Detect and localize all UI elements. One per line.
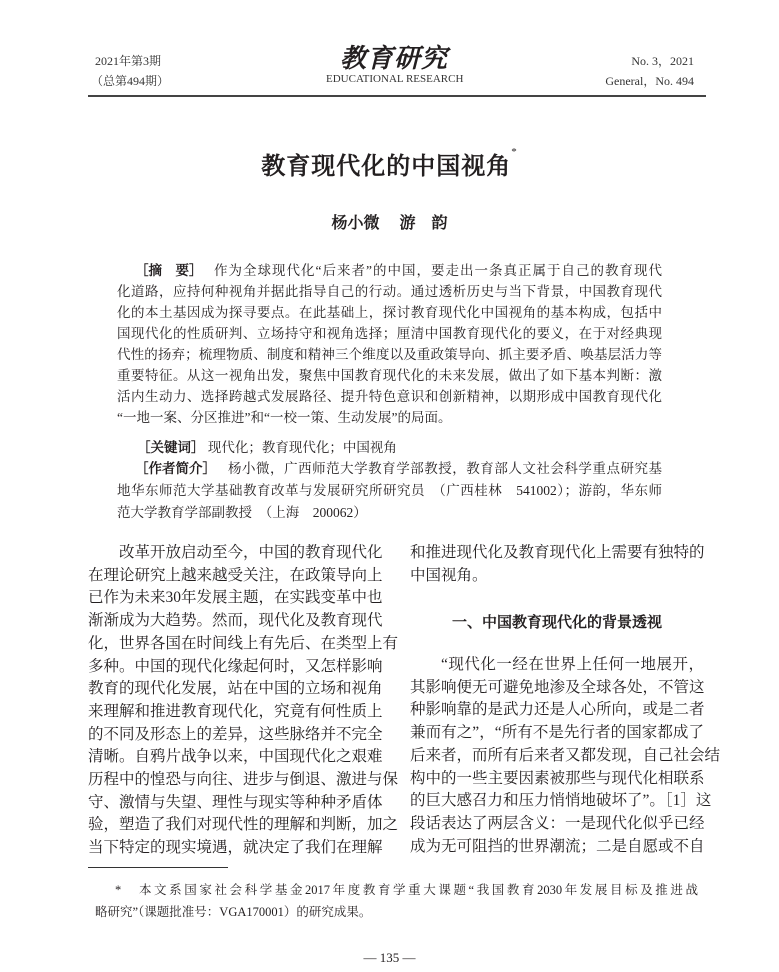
paragraph-line: 渐渐成为大趋势。然而，现代化及教育现代 [88, 612, 383, 630]
paragraph-line: 的巨大感召力和压力悄悄地破坏了”。［1］这 [410, 792, 712, 810]
paragraph-line: 其影响便无可避免地渗及全球各处，不管这 [410, 678, 705, 696]
paragraph-line: 种影响靠的是武力还是人心所向，或是二者 [410, 701, 705, 719]
paragraph-line: 守、激情与失望、理性与现实等种种矛盾体 [88, 793, 383, 811]
paragraph-line: 和推进现代化及教育现代化上需要有独特的 [410, 544, 705, 561]
article-title [0, 146, 779, 181]
total-issue-cn: （总第494期） [91, 74, 170, 88]
paragraph-line: 改革开放启动至今，中国的教育现代化 [119, 544, 383, 561]
footnote-line: * 本文系国家社会科学基金2017年度教育学重大课题“我国教育2030年发展目标及推进战 [115, 883, 698, 897]
abstract-line: 化道路，应持何种视角并据此指导自己的行动。通过透析历史与当下背景，中国教育现代 [117, 284, 662, 299]
abstract-label: ［摘 要］ [135, 263, 203, 279]
author-info-line: 地华东师范大学基础教育改革与发展研究所研究员 （广西桂林 541002）；游韵，华东师 [117, 483, 662, 498]
paragraph-line: 兼而有之”，“所有不是先行者的国家都成了 [410, 724, 704, 742]
keywords-label: ［关键词］ [137, 440, 205, 456]
paragraph-line: 构中的一些主要因素被那些与现代化相联系 [410, 769, 705, 787]
paragraph-line: 中国视角。 [410, 567, 488, 584]
authors: 杨小微 游 韵 [331, 215, 448, 232]
paragraph-line: 化，世界各国在时间线上有先后、在类型上有 [88, 634, 399, 652]
footnote-rule [88, 867, 228, 868]
paragraph-line: 当下特定的现实境遇，就决定了我们在理解 [88, 839, 383, 857]
journal-name-en: EDUCATIONAL RESEARCH [326, 73, 464, 85]
paragraph-line: 历程中的惶恐与向往、进步与倒退、激进与保 [88, 771, 399, 788]
issue-cn: 2021年第3期 [95, 54, 162, 68]
keywords [137, 438, 397, 458]
header-rule [88, 95, 706, 97]
paragraph-line: 验，塑造了我们对现代性的理解和判断，加之 [88, 816, 399, 834]
paragraph-line: 的不同及形态上的差异，这些脉络并不完全 [88, 725, 383, 743]
paragraph-line: 后来者，而所有后来者又都发现，自己社会结 [410, 746, 721, 764]
author-info-line: 杨小微，广西师范大学教育学部教授，教育部人文社会科学重点研究基 [228, 461, 662, 476]
paragraph-line: 清晰。自鸦片战争以来，中国现代化之艰难 [88, 748, 383, 766]
footnote-line: 略研究”（课题批准号：VGA170001）的研究成果。 [95, 905, 372, 919]
journal-logo: 教育研究 [340, 44, 449, 73]
paragraph-line: 段话表达了两层含义：一是现代化似乎已经 [410, 814, 705, 832]
paragraph-line: 成为无可阻挡的世界潮流；二是自愿或不自 [410, 837, 705, 855]
total-issue-en: General，No. 494 [605, 74, 694, 88]
page-number: — 135 — [363, 950, 416, 965]
title-text: 教育现代化的中国视角 [261, 154, 512, 180]
abstract-line: 活内生动力、选择跨越式发展路径、提升特色意识和创新精神，以期形成中国教育现代化 [117, 389, 662, 404]
abstract-line: 化的本土基因成为探寻要点。在此基础上，探讨教育现代化中国视角的基本构成，包括中 [117, 305, 662, 320]
paragraph-line: 多种。中国的现代化缘起何时，又怎样影响 [88, 657, 383, 675]
title-footnote-mark: * [511, 146, 518, 158]
abstract-line: 国现代化的性质研判、立场持守和视角选择；厘清中国教育现代化的要义，在于对经典现 [117, 326, 662, 341]
issue-en: No. 3，2021 [631, 54, 694, 68]
abstract-line: 重要特征。从这一视角出发，聚焦中国教育现代化的未来发展，做出了如下基本判断：激 [117, 368, 662, 383]
paragraph-line: 来理解和推进教育现代化，究竟有何性质上 [88, 702, 383, 720]
paragraph-line: 在理论研究上越来越受关注，在政策导向上 [88, 566, 383, 584]
paragraph-line: 已作为未来30年发展主题，在实践变革中也 [88, 589, 383, 607]
section-heading: 一、中国教育现代化的背景透视 [451, 613, 662, 631]
author-info-line: 范大学教育学部副教授 （上海 200062） [117, 505, 367, 520]
abstract-line: 代性的扬弃；梳理物质、制度和精神三个维度以及重政策导向、抓主要矛盾、唤基层活力等 [117, 347, 662, 362]
paragraph-line: “现代化一经在世界上任何一地展开， [441, 656, 704, 673]
abstract-line: 作为全球现代化“后来者”的中国，要走出一条真正属于自己的教育现代 [214, 263, 662, 278]
paragraph-line: 教育的现代化发展，站在中国的立场和视角 [88, 680, 383, 698]
author-info-label: ［作者简介］ [135, 461, 216, 477]
abstract-line: “一地一案、分区推进”和“一校一策、生动发展”的局面。 [117, 410, 452, 425]
keywords-text: 现代化；教育现代化；中国视角 [207, 440, 397, 455]
